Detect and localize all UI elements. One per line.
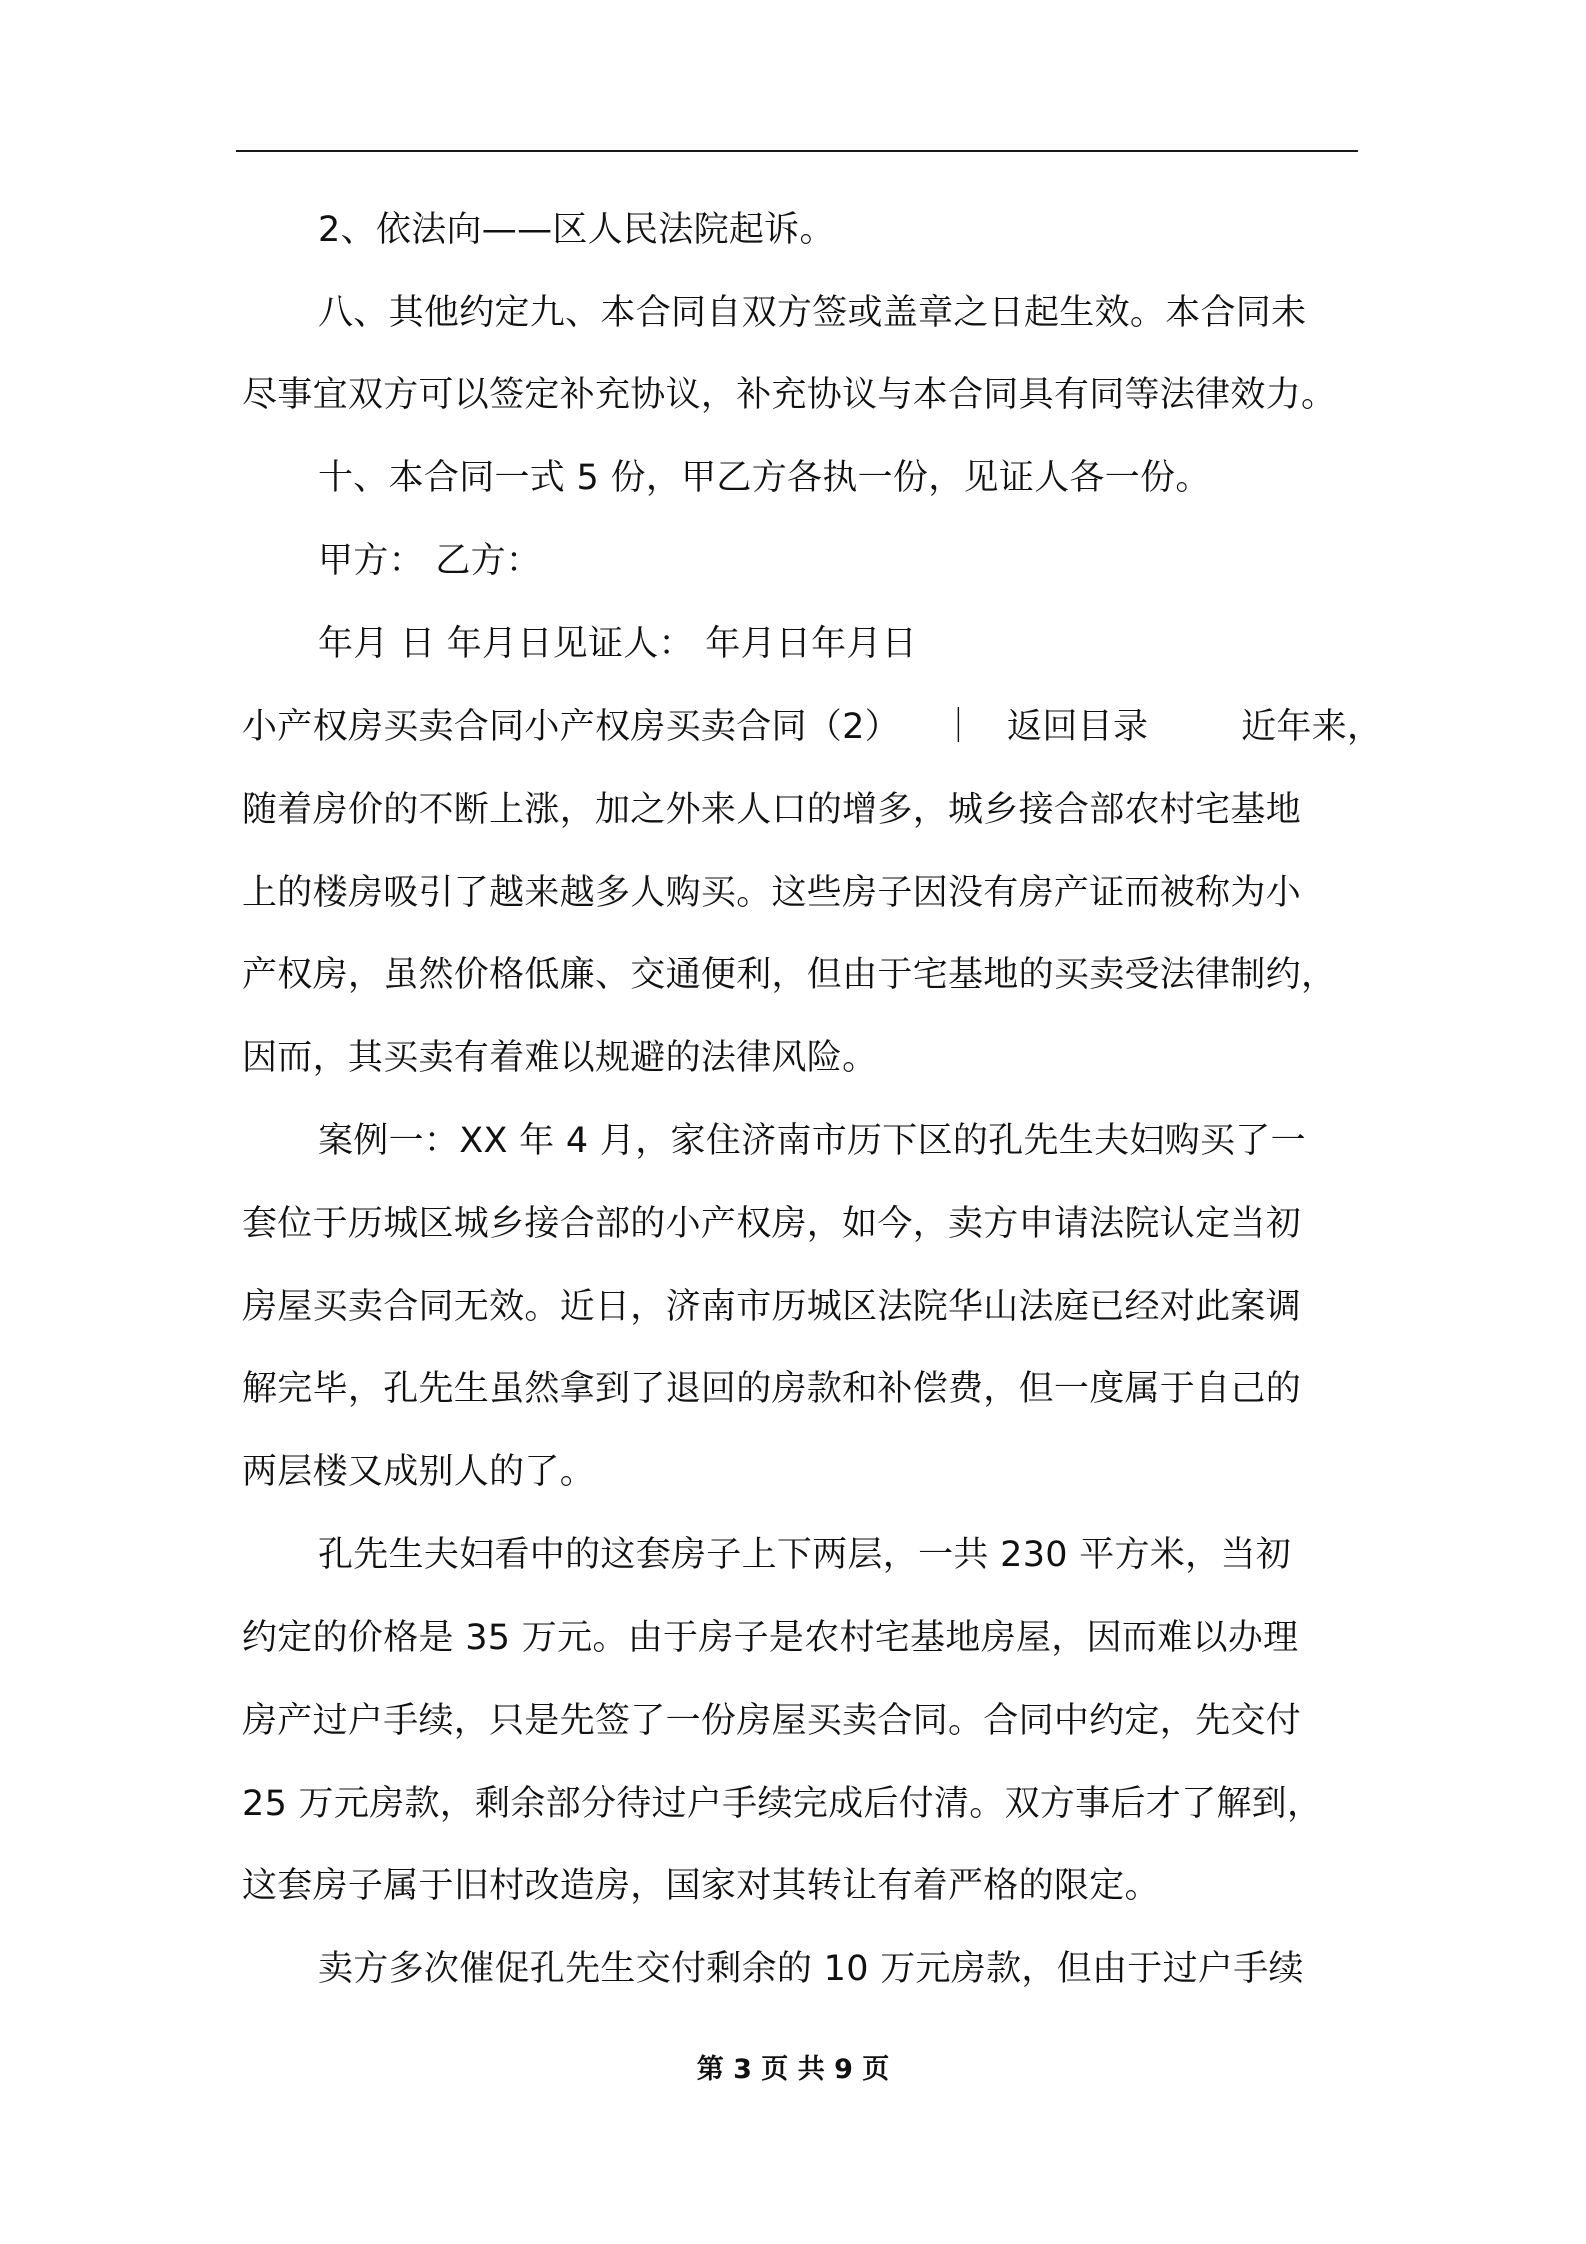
paragraph-line: 随着房价的不断上涨，加之外来人口的增多，城乡接合部农村宅基地 [242,790,1302,830]
paragraph-line: 房屋买卖合同无效。近日，济南市历城区法院华山法庭已经对此案调 [242,1287,1302,1327]
paragraph-line: 卖方多次催促孔先生交付剩余的 10 万元房款，但由于过户手续 [318,1949,1304,1989]
paragraph-line: 解完毕，孔先生虽然拿到了退回的房款和补偿费，但一度属于自己的 [242,1369,1302,1409]
paragraph-line: 两层楼又成别人的了。 [242,1452,596,1492]
paragraph-line: 这套房子属于旧村改造房，国家对其转让有着严格的限定。 [242,1866,1160,1906]
paragraph-start: 近年来， [1241,707,1383,747]
paragraph-line: 房产过户手续，只是先签了一份房屋买卖合同。合同中约定，先交付 [242,1701,1302,1741]
paragraph-line: 产权房，虽然价格低廉、交通便利，但由于宅基地的买卖受法律制约， [242,955,1337,995]
paragraph-line: 案例一：XX 年 4 月，家住济南市历下区的孔先生夫妇购买了一 [318,1121,1306,1161]
paragraph-line: 尽事宜双方可以签定补充协议，补充协议与本合同具有同等法律效力。 [242,375,1337,415]
paragraph-line: 套位于历城区城乡接合部的小产权房，如今，卖方申请法院认定当初 [242,1204,1302,1244]
paragraph-line: 八、其他约定九、本合同自双方签或盖章之日起生效。本合同未 [318,293,1307,333]
paragraph-line: 上的楼房吸引了越来越多人购买。这些房子因没有房产证而被称为小 [242,873,1302,913]
paragraph-line: 因而，其买卖有着难以规避的法律风险。 [242,1038,878,1078]
signature-date-line: 年月 日 年月日见证人： 年月日年月日 [318,624,918,664]
paragraph-line: 约定的价格是 35 万元。由于房子是农村宅基地房屋，因而难以办理 [242,1618,1299,1658]
section-title: 小产权房买卖合同小产权房买卖合同（2） [242,707,900,747]
paragraph-line: 2、依法向——区人民法院起诉。 [318,210,835,250]
paragraph-line: 十、本合同一式 5 份，甲乙方各执一份，见证人各一份。 [318,458,1211,498]
back-to-contents-link[interactable]: 返回目录 [1007,707,1149,747]
header-rule [236,150,1358,152]
section-heading-line [242,705,1383,749]
paragraph-line: 孔先生夫妇看中的这套房子上下两层，一共 230 平方米，当初 [318,1535,1292,1575]
separator: ｜ [940,707,977,747]
signature-parties-line: 甲方： 乙方： [318,541,542,581]
page-number-footer: 第 3 页 共 9 页 [696,2054,890,2085]
paragraph-line: 25 万元房款，剩余部分待过户手续完成后付清。双方事后才了解到， [242,1784,1323,1824]
